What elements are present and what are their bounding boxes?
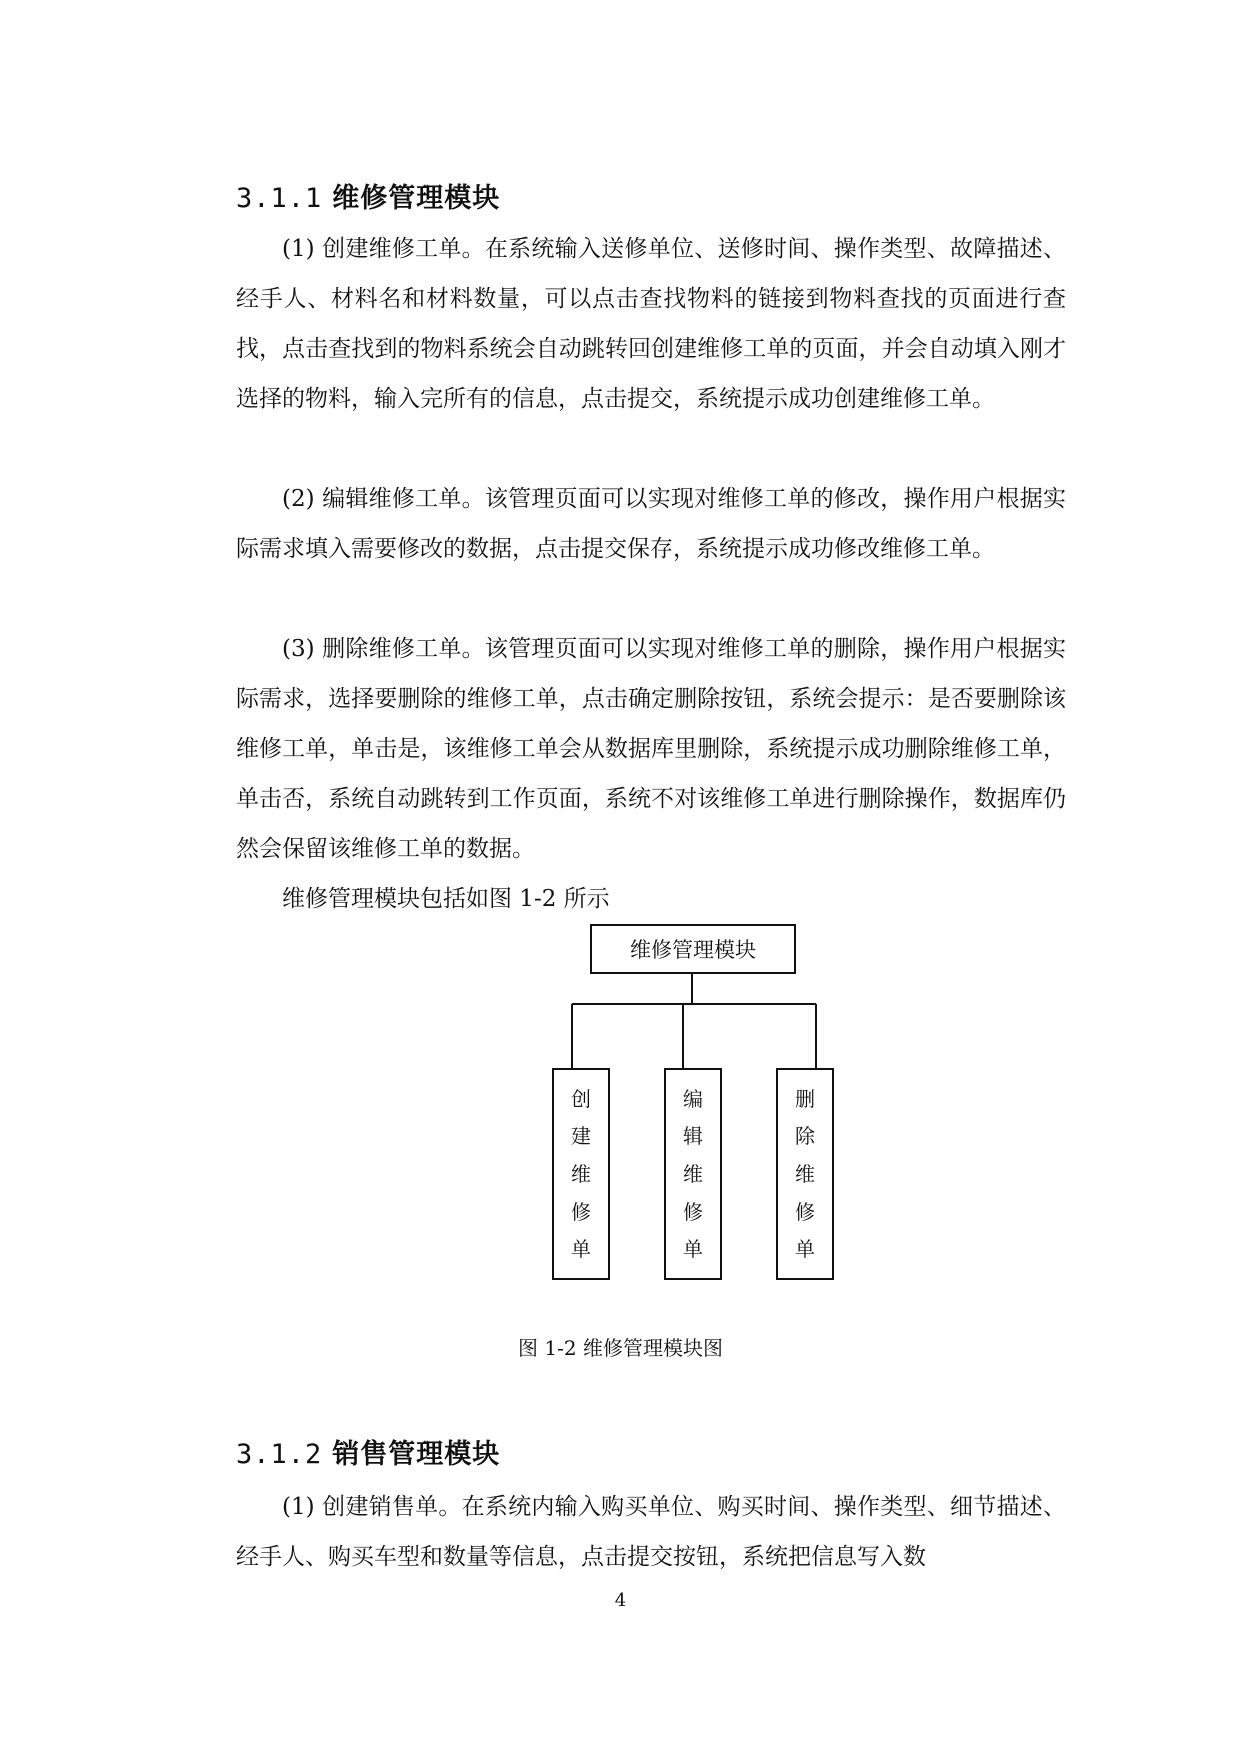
section-heading-3-1-1 xyxy=(236,176,500,215)
page-number: 4 xyxy=(614,1590,627,1611)
paragraph-create-repair-order: (1) 创建维修工单。在系统输入送修单位、送修时间、操作类型、故障描述、经手人、材料名和材料数量，可以点击查找物料的链接到物料查找的页面进行查找，点击查找到的物料系统会自动跳转回创建维修工单的页面，并会自动填入刚才选择的物料，输入完所有的信息，点击提交，系统提示成功创建维修工单。 xyxy=(236,236,1066,412)
diagram-node-char: 维 xyxy=(683,1161,703,1186)
diagram-root-node xyxy=(590,924,796,974)
section-title: 维修管理模块 xyxy=(332,183,501,214)
paragraph-delete-repair-order: (3) 删除维修工单。该管理页面可以实现对维修工单的删除，操作用户根据实际需求，选择要删除的维修工单，点击确定删除按钮，系统会提示：是否要删除该维修工单，单击是，该维修工单会从数据库里删除，系统提示成功删除维修工单，单击否，系统自动跳转到工作页面，系统不对该维修工单进行删除操作，数据库仍然会保留该维修工单的数据。 xyxy=(236,636,1066,862)
section-title: 销售管理模块 xyxy=(332,1439,501,1470)
paragraph-create-sales-order: (1) 创建销售单。在系统内输入购买单位、购买时间、操作类型、细节描述、经手人、购买车型和数量等信息，点击提交按钮，系统把信息写入数 xyxy=(236,1494,1066,1570)
diagram-root-label: 维修管理模块 xyxy=(630,938,756,962)
diagram-node-char: 单 xyxy=(795,1237,815,1262)
section-number: 3.1.1 xyxy=(236,183,323,214)
diagram-node-char: 修 xyxy=(683,1199,703,1224)
section-heading-3-1-2 xyxy=(236,1432,500,1471)
diagram-node-char: 单 xyxy=(683,1237,703,1262)
diagram-node-char: 维 xyxy=(571,1161,591,1186)
diagram-node-char: 单 xyxy=(571,1237,591,1262)
diagram-node-char: 删 xyxy=(795,1086,815,1111)
paragraph-edit-repair-order: (2) 编辑维修工单。该管理页面可以实现对维修工单的修改，操作用户根据实际需求填入需要修改的数据，点击提交保存，系统提示成功修改维修工单。 xyxy=(236,486,1066,562)
diagram-node-char: 修 xyxy=(795,1199,815,1224)
paragraph-diagram-intro: 维修管理模块包括如图 1-2 所示 xyxy=(282,886,610,912)
diagram-node-delete-repair-order xyxy=(776,1068,834,1280)
diagram-node-char: 建 xyxy=(571,1124,591,1149)
diagram-node-char: 辑 xyxy=(683,1124,703,1149)
diagram-node-char: 除 xyxy=(795,1124,815,1149)
diagram-node-char: 编 xyxy=(683,1086,703,1111)
section-number: 3.1.2 xyxy=(236,1439,323,1470)
diagram-node-char: 修 xyxy=(571,1199,591,1224)
diagram-node-char: 维 xyxy=(795,1161,815,1186)
diagram-node-char: 创 xyxy=(571,1086,591,1111)
figure-caption: 图 1-2 维修管理模块图 xyxy=(518,1336,723,1360)
diagram-node-edit-repair-order xyxy=(664,1068,722,1280)
diagram-node-create-repair-order xyxy=(552,1068,610,1280)
